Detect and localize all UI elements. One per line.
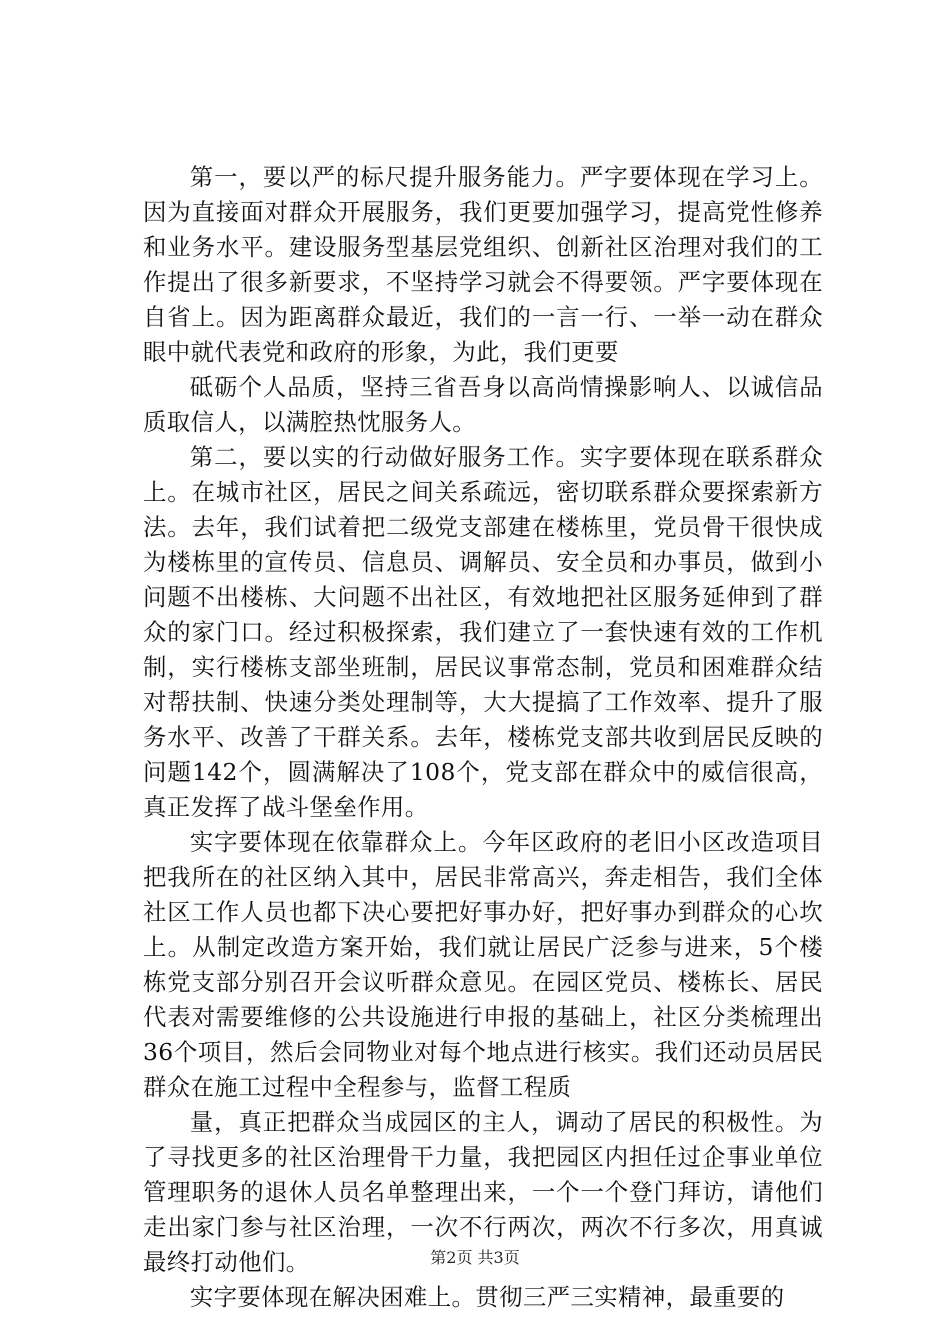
paragraph: 砥砺个人品质，坚持三省吾身以高尚情操影响人、以诚信品质取信人，以满腔热忱服务人。 [143, 373, 823, 436]
document-body [143, 160, 823, 1315]
paragraph: 第一，要以严的标尺提升服务能力。严字要体现在学习上。因为直接面对群众开展服务，我们更要加强学习，提高党性修养和业务水平。建设服务型基层党组织、创新社区治理对我们的工作提出了很多新要求，不坚持学习就会不得要领。严字要体现在自省上。因为距离群众最近，我们的一言一行、一举一动在群众眼中就代表党和政府的形象，为此，我们更要 [143, 163, 823, 366]
paragraph: 实字要体现在解决困难上。贯彻三严三实精神，最重要的 [189, 1283, 785, 1311]
paragraph: 量，真正把群众当成园区的主人，调动了居民的积极性。为了寻找更多的社区治理骨干力量，我把园区内担任过企事业单位管理职务的退休人员名单整理出来，一个一个登门拜访，请他们走出家门参与社区治理，一次不行两次，两次不行多次，用真诚最终打动他们。 [143, 1108, 823, 1276]
paragraph: 实字要体现在依靠群众上。今年区政府的老旧小区改造项目把我所在的社区纳入其中，居民非常高兴，奔走相告，我们全体社区工作人员也都下决心要把好事办好，把好事办到群众的心坎上。从制定改造方案开始，我们就让居民广泛参与进来，5个楼栋党支部分别召开会议听群众意见。在园区党员、楼栋长、居民代表对需要维修的公共设施进行申报的基础上，社区分类梳理出36个项目，然后会同物业对每个地点进行核实。我们还动员居民群众在施工过程中全程参与，监督工程质 [143, 828, 823, 1101]
paragraph: 第二，要以实的行动做好服务工作。实字要体现在联系群众上。在城市社区，居民之间关系疏远，密切联系群众要探索新方法。去年，我们试着把二级党支部建在楼栋里，党员骨干很快成为楼栋里的宣传员、信息员、调解员、安全员和办事员，做到小问题不出楼栋、大问题不出社区，有效地把社区服务延伸到了群众的家门口。经过积极探索，我们建立了一套快速有效的工作机制，实行楼栋支部坐班制，居民议事常态制，党员和困难群众结对帮扶制、快速分类处理制等，大大提搞了工作效率、提升了服务水平、改善了干群关系。去年，楼栋党支部共收到居民反映的问题142个，圆满解决了108个，党支部在群众中的威信很高，真正发挥了战斗堡垒作用。 [143, 443, 823, 821]
page-number-footer: 第2页 共3页 [430, 1248, 520, 1267]
